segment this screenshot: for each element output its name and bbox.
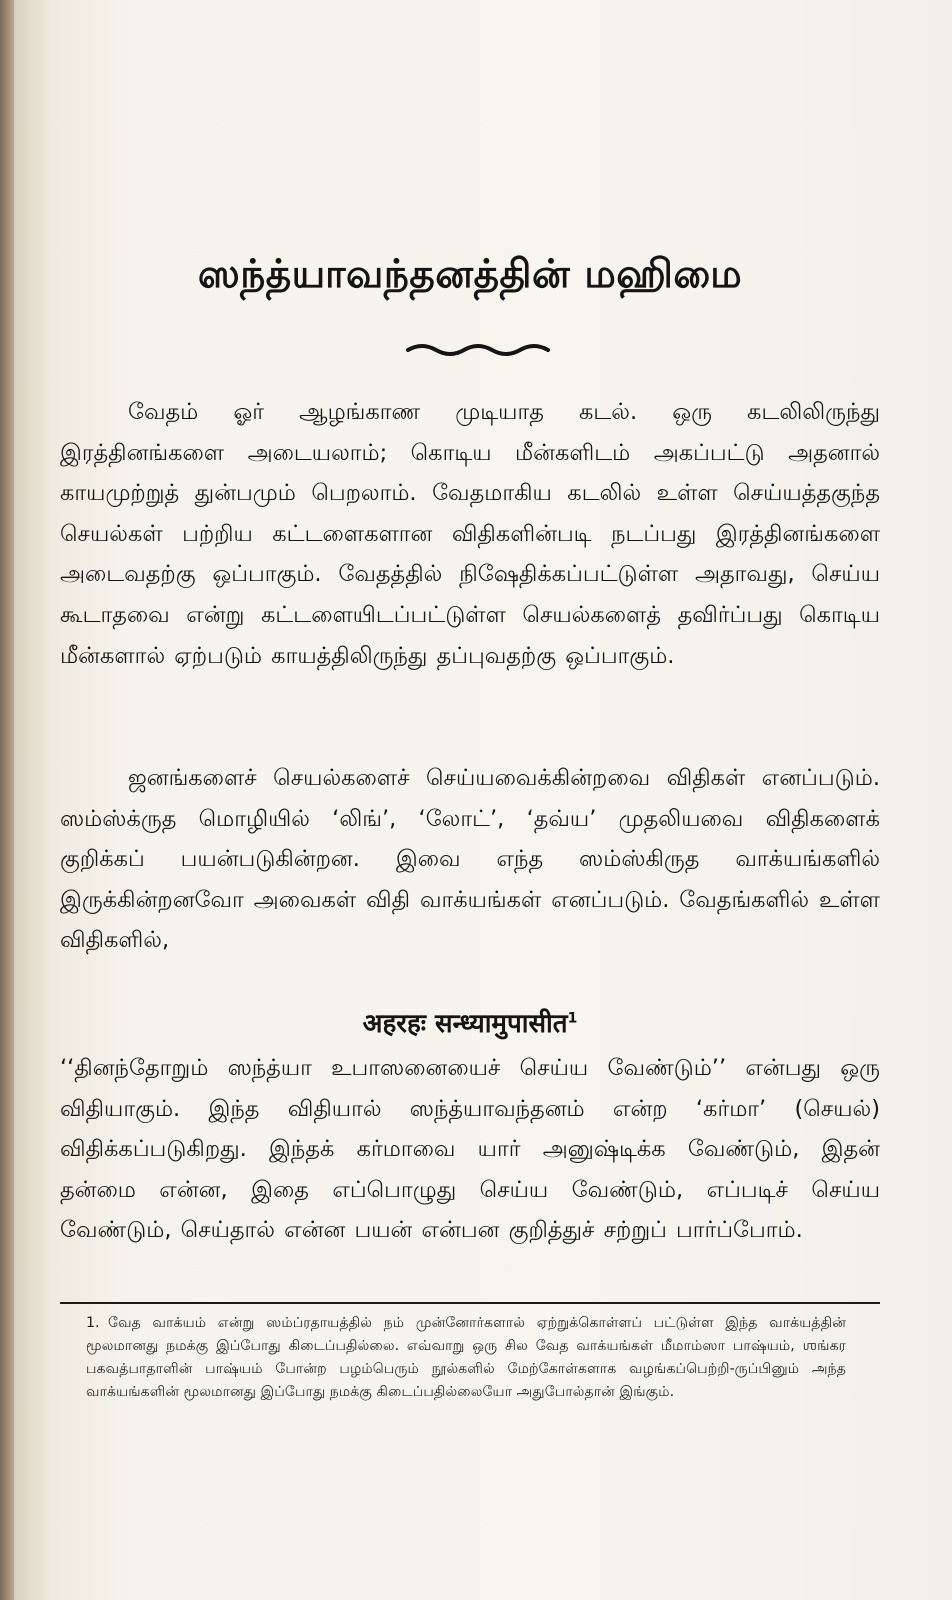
paragraph-3: ‘‘தினந்தோறும் ஸந்த்யா உபாஸனையைச் செய்ய வேண்டும்’’ என்பது ஒரு விதியாகும். இந்த விதியால் ஸந்த்யாவந்தனம் என்ற ‘கர்மா’ (செயல்) விதிக்கப்படுகிறது. இந்தக் கர்மாவை யார் அனுஷ்டிக்க வேண்டும், இதன் தன்மை என்ன, இதை எப்பொழுது செய்ய வேண்டும், எப்படிச் செய்ய வேண்டும், செய்தால் என்ன பயன் என்பன குறித்துச் சற்றுப் பார்ப்போம். — [60, 1055, 880, 1244]
title-ornament — [404, 336, 554, 366]
verse-text: अहरहः सन्ध्यामुपासीत — [362, 1009, 568, 1039]
footnote-divider — [60, 1302, 880, 1304]
chapter-title: ஸந்த்யாவந்தனத்தின் மஹிமை — [197, 252, 743, 297]
footnote-text: வேத வாக்யம் என்று ஸம்ப்ரதாயத்தில் நம் முன்னோர்களால் ஏற்றுக்கொள்ளப் பட்டுள்ள இந்த வாக்யத்தின் மூலமானது நமக்கு இப்போது கிடைப்பதில்லை. எவ்வாறு ஒரு சில வேத வாக்யங்கள் மீமாம்ஸா பாஷ்யம், ஶங்கர பகவத்பாதாளின் பாஷ்யம் போன்ற பழம்பெரும் நூல்களில் மேற்கோள்களாக வழங்கப்பெற்றி-ருப்பினும் அந்த வாக்யங்களின் மூலமானது இப்போது நமக்கு கிடைப்பதில்லையோ அதுபோல்தான் இங்கும். — [86, 1315, 846, 1400]
paragraph-1: வேதம் ஓர் ஆழங்காண முடியாத கடல். ஒரு கடலிலிருந்து இரத்தினங்களை அடையலாம்; கொடிய மீன்களிடம் அகப்பட்டு அதனால் காயமுற்றுத் துன்பமும் பெறலாம். வேதமாகிய கடலில் உள்ள செய்யத்தகுந்த செயல்கள் பற்றிய கட்டளைகளான விதிகளின்படி நடப்பது இரத்தினங்களை அடைவதற்கு ஒப்பாகும். வேதத்தில் நிஷேதிக்கப்பட்டுள்ள அதாவது, செய்ய கூடாதவை என்று கட்டளையிடப்பட்டுள்ள செயல்களைத் தவிர்ப்பது கொடிய மீன்களால் ஏற்படும் காயத்திலிருந்து தப்புவதற்கு ஒப்பாகும். — [60, 399, 880, 669]
sanskrit-verse — [60, 1004, 880, 1040]
footnote-marker: 1 — [567, 1010, 578, 1027]
book-spine-edge — [0, 0, 14, 1600]
paragraph-2: ஜனங்களைச் செயல்களைச் செய்யவைக்கின்றவை விதிகள் எனப்படும். ஸம்ஸ்க்ருத மொழியில் ‘லிங்’, ‘லோட்’, ‘தவ்ய’ முதலியவை விதிகளைக் குறிக்கப் பயன்படுகின்றன. இவை எந்த ஸம்ஸ்கிருத வாக்யங்களில் இருக்கின்றனவோ அவைகள் விதி வாக்யங்கள் எனப்படும். வேதங்களில் உள்ள விதிகளில், — [60, 765, 880, 954]
footnote — [86, 1312, 846, 1404]
book-page — [14, 0, 952, 1600]
footnote-number: 1. — [86, 1315, 100, 1331]
